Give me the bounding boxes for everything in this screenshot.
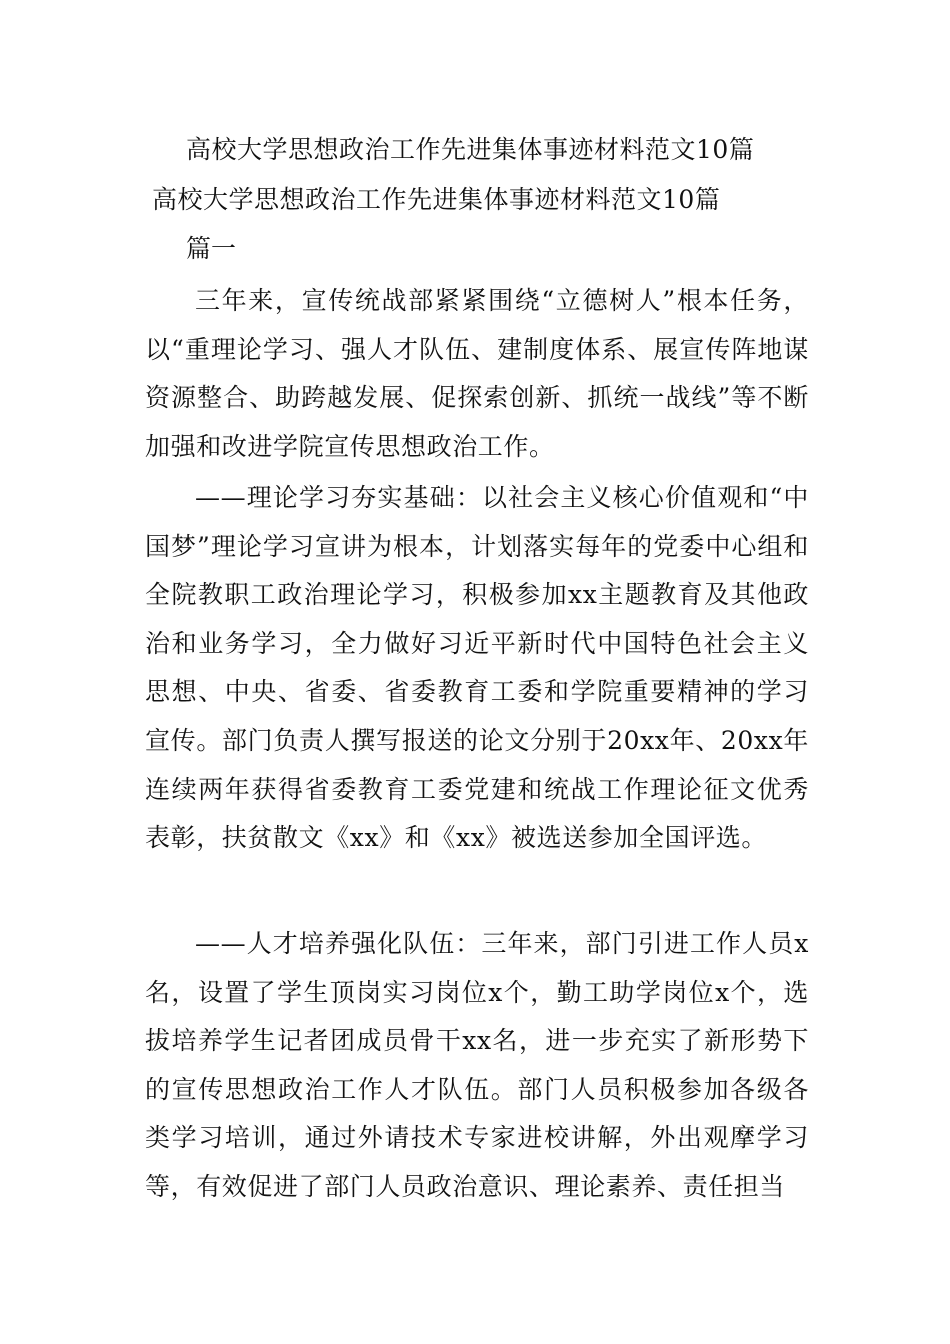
document-title: 高校大学思想政治工作先进集体事迹材料范文10篇 [186,135,755,164]
document-title-duplicate: 高校大学思想政治工作先进集体事迹材料范文10篇 [152,185,721,214]
paragraph-theory-study: ——理论学习夯实基础：以社会主义核心价值观和“中国梦”理论学习宣讲为根本，计划落实每年的党委中心组和全院教职工政治理论学习，积极参加xx主题教育及其他政治和业务学习，全力做好习近平新时代中国特色社会主义思想、中央、省委、省委教育工委和学院重要精神的学习宣传。部门负责人撰写报送的论文分别于20xx年、20xx年连续两年获得省委教育工委党建和统战工作理论征文优秀表彰，扶贫散文《xx》和《xx》被选送参加全国评选。 [145,483,809,853]
section-label: 篇一 [186,234,237,263]
paragraph-intro: 三年来，宣传统战部紧紧围绕“立德树人”根本任务，以“重理论学习、强人才队伍、建制度体系、展宣传阵地谋资源整合、助跨越发展、促探索创新、抓统一战线”等不断加强和改进学院宣传思想政治工作。 [145,286,809,461]
paragraph-talent-training: ——人才培养强化队伍：三年来，部门引进工作人员x名，设置了学生顶岗实习岗位x个，勤工助学岗位x个，选拔培养学生记者团成员骨干xx名，进一步充实了新形势下的宣传思想政治工作人才队伍。部门人员积极参加各级各类学习培训，通过外请技术专家进校讲解，外出观摩学习等，有效促进了部门人员政治意识、理论素养、责任担当 [145,929,809,1201]
